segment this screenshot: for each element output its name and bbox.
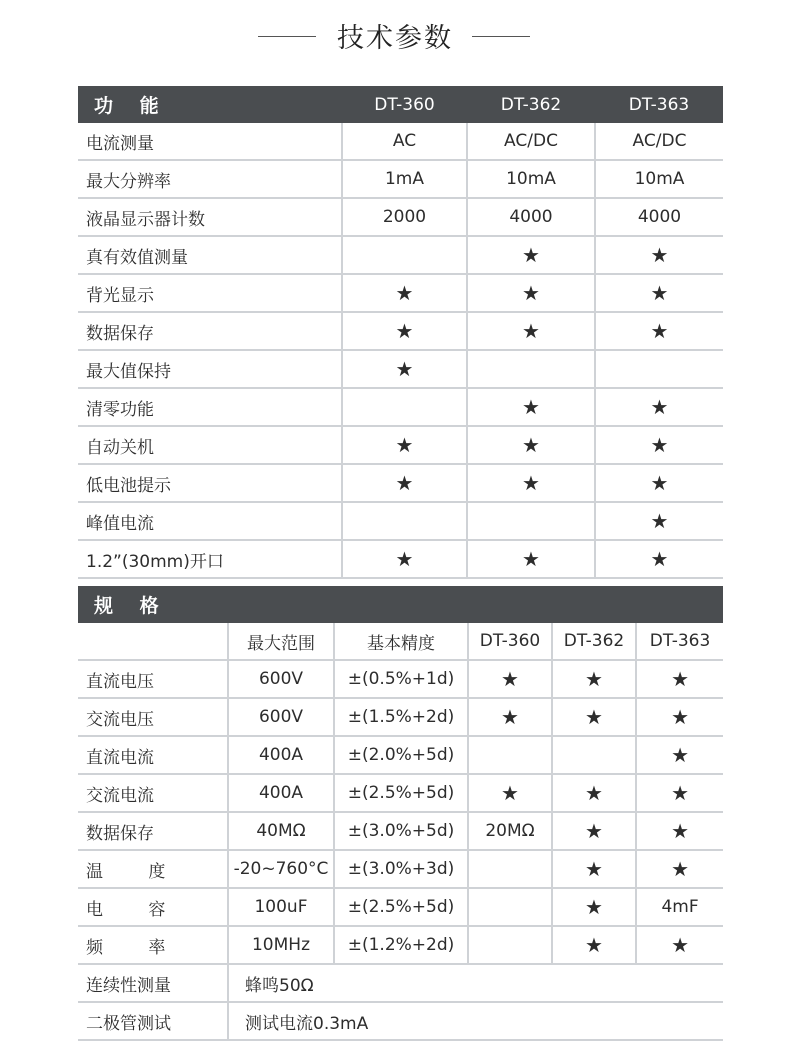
star-mark: ★ — [468, 660, 552, 698]
feature-value — [467, 350, 595, 388]
feature-value: AC/DC — [595, 123, 723, 160]
spec-accuracy: ±(0.5%+1d) — [334, 660, 468, 698]
spec-accuracy: ±(3.0%+5d) — [334, 812, 468, 850]
spec-label: 电 容 — [78, 888, 228, 926]
functions-header-model: DT-362 — [467, 86, 595, 123]
star-mark: ★ — [467, 312, 595, 350]
table-row — [78, 236, 723, 274]
column-header: DT-360 — [468, 623, 552, 660]
star-mark: ★ — [552, 660, 636, 698]
spec-range: 600V — [228, 698, 334, 736]
feature-value: 10mA — [595, 160, 723, 198]
star-mark: ★ — [342, 312, 467, 350]
spec-value: 测试电流0.3mA — [228, 1002, 723, 1040]
spec-value — [468, 736, 552, 774]
title-section — [0, 0, 790, 72]
spec-accuracy: ±(2.5%+5d) — [334, 888, 468, 926]
spec-accuracy: ±(1.2%+2d) — [334, 926, 468, 964]
feature-label: 液晶显示器计数 — [78, 198, 342, 236]
star-mark: ★ — [636, 850, 723, 888]
table-row — [78, 812, 723, 850]
specs-column-header-row — [78, 623, 723, 660]
star-mark: ★ — [595, 426, 723, 464]
spec-value — [468, 850, 552, 888]
feature-value: 1mA — [342, 160, 467, 198]
star-mark: ★ — [552, 850, 636, 888]
star-mark: ★ — [552, 812, 636, 850]
star-mark: ★ — [342, 464, 467, 502]
table-row — [78, 502, 723, 540]
star-mark: ★ — [467, 464, 595, 502]
spec-label: 交流电流 — [78, 774, 228, 812]
star-mark: ★ — [467, 274, 595, 312]
table-row — [78, 198, 723, 236]
feature-label: 1.2”(30mm)开口 — [78, 540, 342, 578]
table-row — [78, 888, 723, 926]
feature-value — [342, 502, 467, 540]
star-mark: ★ — [552, 698, 636, 736]
spec-accuracy: ±(2.5%+5d) — [334, 774, 468, 812]
star-mark: ★ — [636, 660, 723, 698]
spec-range: 40MΩ — [228, 812, 334, 850]
spec-label: 数据保存 — [78, 812, 228, 850]
column-header: DT-363 — [636, 623, 723, 660]
spec-accuracy: ±(1.5%+2d) — [334, 698, 468, 736]
star-mark: ★ — [636, 736, 723, 774]
spec-label: 直流电压 — [78, 660, 228, 698]
feature-value: AC — [342, 123, 467, 160]
functions-header-label: 功 能 — [78, 86, 342, 123]
spec-value: 4mF — [636, 888, 723, 926]
feature-value: 10mA — [467, 160, 595, 198]
table-row — [78, 350, 723, 388]
star-mark: ★ — [595, 540, 723, 578]
table-row — [78, 964, 723, 1002]
spec-value — [468, 888, 552, 926]
star-mark: ★ — [342, 540, 467, 578]
table-row — [78, 774, 723, 812]
feature-value: 2000 — [342, 198, 467, 236]
spec-accuracy: ±(3.0%+3d) — [334, 850, 468, 888]
star-mark: ★ — [468, 774, 552, 812]
specs-header-row — [78, 586, 723, 623]
feature-label: 低电池提示 — [78, 464, 342, 502]
star-mark: ★ — [636, 812, 723, 850]
spec-range: 400A — [228, 736, 334, 774]
feature-label: 清零功能 — [78, 388, 342, 426]
spec-value — [468, 926, 552, 964]
functions-header-model: DT-360 — [342, 86, 467, 123]
feature-label: 数据保存 — [78, 312, 342, 350]
feature-label: 自动关机 — [78, 426, 342, 464]
star-mark: ★ — [467, 426, 595, 464]
spec-label: 二极管测试 — [78, 1002, 228, 1040]
table-row — [78, 698, 723, 736]
spec-accuracy: ±(2.0%+5d) — [334, 736, 468, 774]
column-header: DT-362 — [552, 623, 636, 660]
star-mark: ★ — [595, 388, 723, 426]
star-mark: ★ — [595, 236, 723, 274]
star-mark: ★ — [552, 888, 636, 926]
spec-range: 600V — [228, 660, 334, 698]
feature-value — [595, 350, 723, 388]
feature-label: 电流测量 — [78, 123, 342, 160]
feature-value — [467, 502, 595, 540]
page-title: 技术参数 — [337, 23, 453, 54]
star-mark: ★ — [595, 502, 723, 540]
column-header: 基本精度 — [334, 623, 468, 660]
feature-label: 峰值电流 — [78, 502, 342, 540]
spec-label: 温 度 — [78, 850, 228, 888]
feature-value: 4000 — [467, 198, 595, 236]
star-mark: ★ — [467, 388, 595, 426]
feature-label: 最大值保持 — [78, 350, 342, 388]
star-mark: ★ — [595, 274, 723, 312]
star-mark: ★ — [342, 350, 467, 388]
star-mark: ★ — [595, 464, 723, 502]
table-row — [78, 312, 723, 350]
functions-header-model: DT-363 — [595, 86, 723, 123]
spec-range: 400A — [228, 774, 334, 812]
spec-range: 10MHz — [228, 926, 334, 964]
star-mark: ★ — [552, 774, 636, 812]
table-row — [78, 388, 723, 426]
feature-value: 4000 — [595, 198, 723, 236]
table-row — [78, 1002, 723, 1040]
spec-label: 频 率 — [78, 926, 228, 964]
column-header — [78, 623, 228, 660]
star-mark: ★ — [467, 236, 595, 274]
table-row — [78, 540, 723, 578]
spec-label: 直流电流 — [78, 736, 228, 774]
table-row — [78, 464, 723, 502]
star-mark: ★ — [595, 312, 723, 350]
table-row — [78, 160, 723, 198]
spec-value: 20MΩ — [468, 812, 552, 850]
table-row — [78, 426, 723, 464]
star-mark: ★ — [342, 426, 467, 464]
spec-value: 蜂鸣50Ω — [228, 964, 723, 1002]
table-row — [78, 660, 723, 698]
feature-label: 背光显示 — [78, 274, 342, 312]
specs-header-label: 规 格 — [78, 586, 723, 623]
feature-value — [342, 236, 467, 274]
table-row — [78, 850, 723, 888]
spec-range: 100uF — [228, 888, 334, 926]
specs-table — [78, 586, 723, 1041]
feature-label: 真有效值测量 — [78, 236, 342, 274]
table-row — [78, 274, 723, 312]
spec-label: 连续性测量 — [78, 964, 228, 1002]
table-row — [78, 123, 723, 160]
star-mark: ★ — [468, 698, 552, 736]
spec-value — [552, 736, 636, 774]
star-mark: ★ — [467, 540, 595, 578]
star-mark: ★ — [636, 774, 723, 812]
feature-label: 最大分辨率 — [78, 160, 342, 198]
star-mark: ★ — [342, 274, 467, 312]
feature-value: AC/DC — [467, 123, 595, 160]
functions-header-row — [78, 86, 723, 123]
star-mark: ★ — [552, 926, 636, 964]
table-row — [78, 926, 723, 964]
column-header: 最大范围 — [228, 623, 334, 660]
functions-table — [78, 86, 723, 579]
title-right-rule — [472, 36, 530, 37]
spec-label: 交流电压 — [78, 698, 228, 736]
star-mark: ★ — [636, 926, 723, 964]
spec-range: -20~760°C — [228, 850, 334, 888]
table-row — [78, 736, 723, 774]
star-mark: ★ — [636, 698, 723, 736]
feature-value — [342, 388, 467, 426]
